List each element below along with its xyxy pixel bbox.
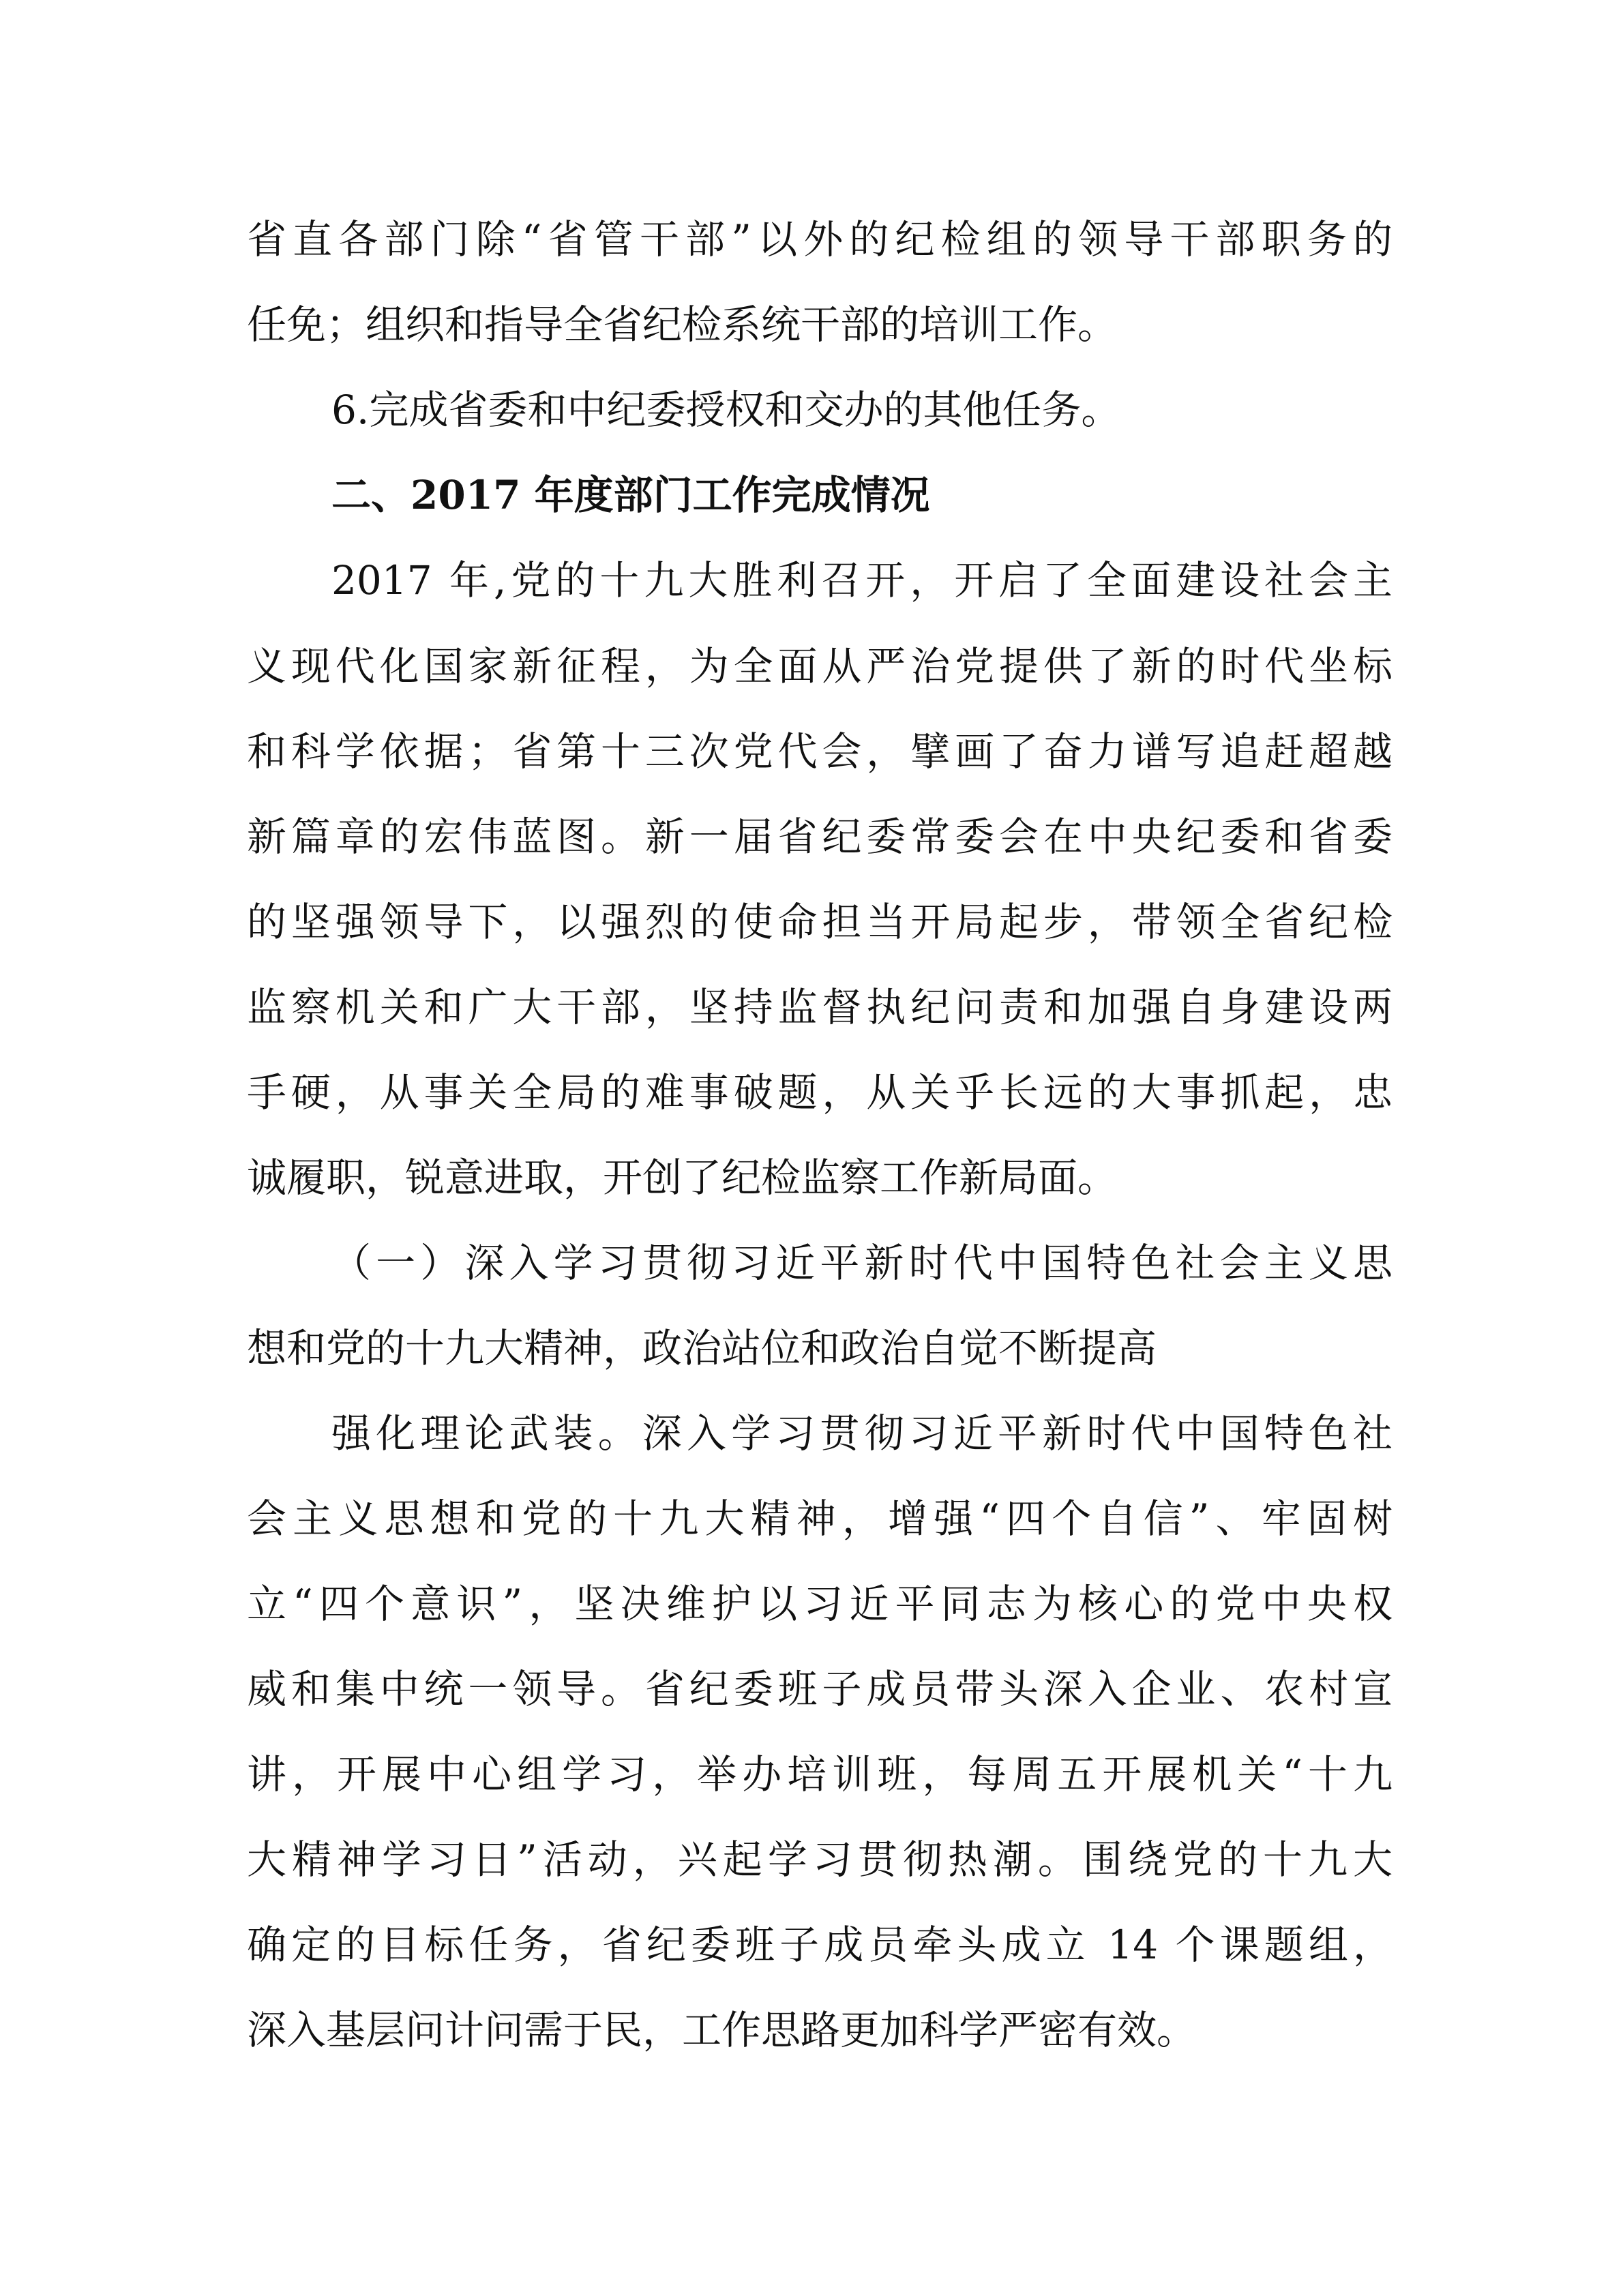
section-heading-2: 二、2017 年度部门工作完成情况	[331, 472, 930, 518]
body-text-line: 诚履职，锐意进取，开创了纪检监察工作新局面。	[247, 1154, 1118, 1201]
paragraph-first-line: 强化理论武装。深入学习贯彻习近平新时代中国特色社	[331, 1410, 1393, 1457]
body-text-line: 深入基层问计问需于民，工作思路更加科学严密有效。	[247, 2007, 1197, 2053]
subsection-heading-continuation: 想和党的十九大精神，政治站位和政治自觉不断提高	[247, 1325, 1157, 1371]
body-text-line: 会主义思想和党的十九大精神，增强“四个自信”、牢固树	[247, 1495, 1393, 1542]
body-text-line: 新篇章的宏伟蓝图。新一届省纪委常委会在中央纪委和省委	[247, 814, 1393, 860]
body-text-line: 立“四个意识”，坚决维护以习近平同志为核心的党中央权	[247, 1581, 1393, 1627]
body-text-line: 义现代化国家新征程，为全面从严治党提供了新的时代坐标	[247, 643, 1393, 689]
body-text-line: 监察机关和广大干部，坚持监督执纪问责和加强自身建设两	[247, 984, 1393, 1030]
body-text-line: 讲，开展中心组学习，举办培训班，每周五开展机关“十九	[247, 1751, 1393, 1798]
subsection-heading-1: （一）深入学习贯彻习近平新时代中国特色社会主义思	[331, 1240, 1393, 1286]
list-item-6: 6.完成省委和中纪委授权和交办的其他任务。	[331, 387, 1121, 433]
body-text-line: 任免；组织和指导全省纪检系统干部的培训工作。	[247, 301, 1118, 348]
body-text-line: 手硬，从事关全局的难事破题，从关乎长远的大事抓起，忠	[247, 1069, 1393, 1116]
body-text-line: 威和集中统一领导。省纪委班子成员带头深入企业、农村宣	[247, 1666, 1393, 1712]
body-text-line: 和科学依据；省第十三次党代会，擘画了奋力谱写追赶超越	[247, 728, 1393, 775]
body-text-line: 确定的目标任务，省纪委班子成员牵头成立 14 个课题组，	[247, 1922, 1393, 1968]
body-text-line: 省直各部门除“省管干部”以外的纪检组的领导干部职务的	[247, 216, 1393, 263]
body-text-line: 大精神学习日”活动，兴起学习贯彻热潮。围绕党的十九大	[247, 1836, 1393, 1883]
body-text-line: 的坚强领导下，以强烈的使命担当开局起步，带领全省纪检	[247, 899, 1393, 945]
paragraph-first-line: 2017 年,党的十九大胜利召开，开启了全面建设社会主	[331, 557, 1393, 603]
